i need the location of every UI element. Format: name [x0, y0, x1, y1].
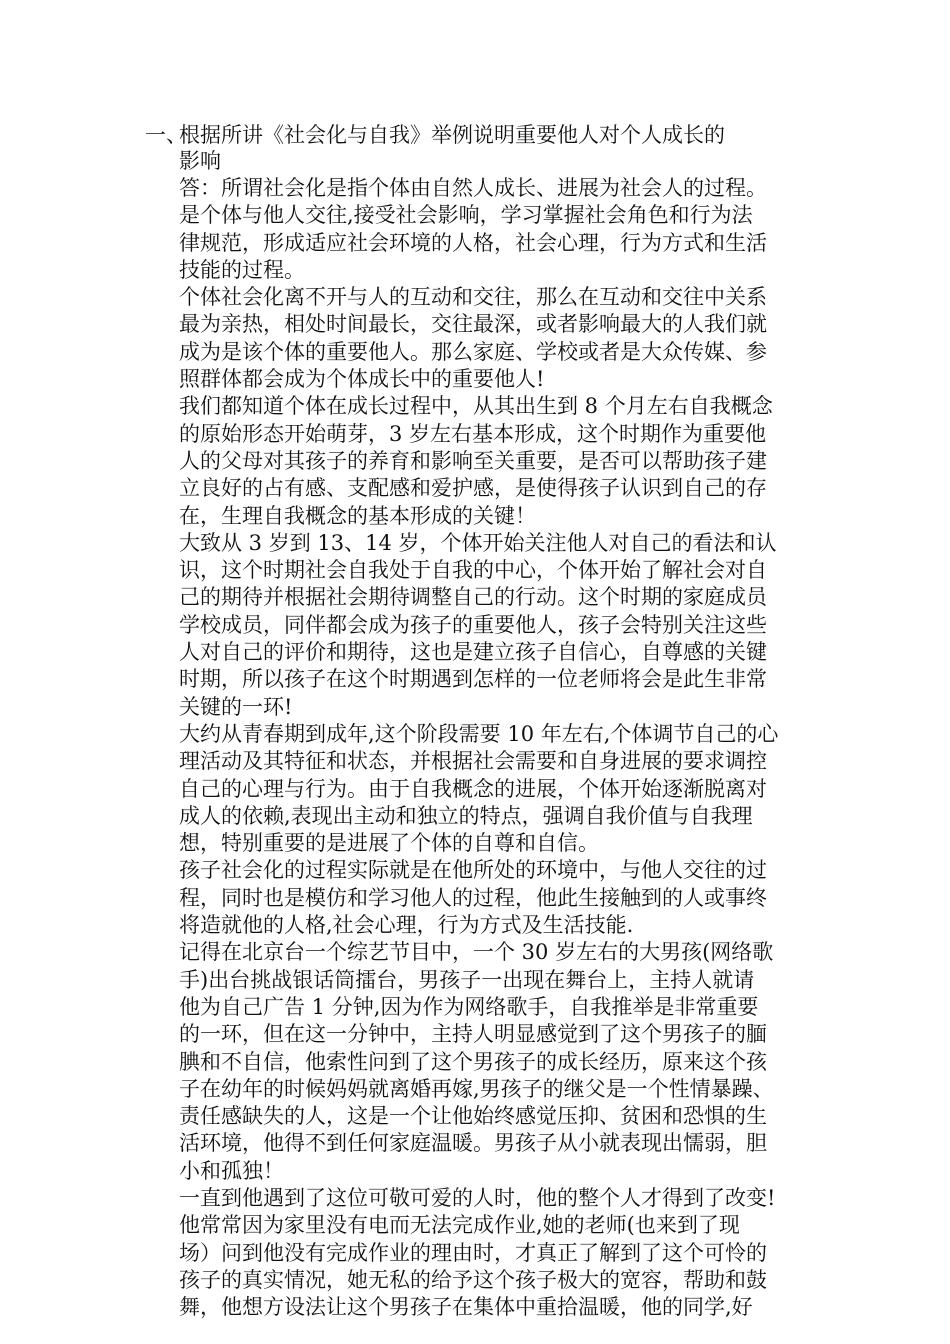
paragraph-adolescence: 大约从青春期到成年,这个阶段需要 10 年左右,个体调节自己的心 理活动及其特征和状态，并根据社会需要和自身进展的要求调控 自己的心理与行为。由于自我概念的进展，个体开始逐渐脱离对 成人的依赖,表现出主动和独立的特点，强调自我价值与自我理 想，特别重要的是进展了个体的自尊和自信。: [179, 721, 779, 856]
document-body: [179, 175, 859, 1321]
paragraph-socialization-process: 孩子社会化的过程实际就是在他所处的环境中，与他人交往的过 程，同时也是模仿和学习他人的过程，他此生接触到的人或事终 将造就他的人格,社会心理，行为方式及生活技能.: [179, 858, 767, 938]
paragraph-school-age: 大致从 3 岁到 13、14 岁，个体开始关注他人对自己的看法和认 识，这个时期社会自我处于自我的中心，个体开始了解社会对自 己的期待并根据社会期待调整自己的行动。这个时期的家庭成员 学校成员，同伴都会成为孩子的重要他人，孩子会特别关注这些 人对自己的评价和期待，这也是建立孩子自信心，自尊感的关键 时期，所以孩子在这个时期遇到怎样的一位老师将会是此生非常 关键的一环!: [179, 530, 777, 719]
section-heading: [145, 122, 825, 174]
heading-number: 一、: [145, 123, 187, 147]
paragraph-answer-intro: 答：所谓社会化是指个体由自然人成长、进展为社会人的过程。 是个体与他人交往,接受社会影响，学习掌握社会角色和行为法 律规范，形成适应社会环境的人格，社会心理，行为方式和生活 技能的过程。: [179, 176, 767, 282]
paragraph-significant-others: 个体社会化离不开与人的互动和交往，那么在互动和交往中关系 最为亲热，相处时间最长，交往最深，或者影响最大的人我们就 成为是该个体的重要他人。那么家庭、学校或者是大众传媒、参 照群体都会成为个体成长中的重要他人!: [179, 285, 767, 392]
paragraph-tv-example: 记得在北京台一个综艺节目中，一个 30 岁左右的大男孩(网络歌 手)出台挑战银话筒擂台，男孩子一出现在舞台上，主持人就请 他为自己广告 1 分钟,因为作为网络歌手，自我推举是非常重要 的一环，但在这一分钟中，主持人明显感觉到了这个男孩子的腼 腆和不自信，他索性问到了这个男孩子的成长经历，原来这个孩 子在幼年的时候妈妈就离婚再嫁,男孩子的继父是一个性情暴躁、 责任感缺失的人，这是一个让他始终感觉压抑、贫困和恐惧的生 活环境，他得不到任何家庭温暖。男孩子从小就表现出懦弱，胆 小和孤独！: [179, 940, 774, 1183]
paragraph-teacher-story: 一直到他遇到了这位可敬可爱的人时，他的整个人才得到了改变! 他常常因为家里没有电而无法完成作业,她的老师(也来到了现 场）问到他没有完成作业的理由时，才真正了解到了这个可怜的 孩子的真实情况，她无私的给予这个孩子极大的宽容，帮助和鼓 舞，他想方设法让这个男孩子在集体中重拾温暖，他的同学,好: [179, 1185, 776, 1320]
heading-title: 根据所讲《社会化与自我》举例说明重要他人对个人成长的 影响: [179, 123, 725, 173]
paragraph-early-childhood: 我们都知道个体在成长过程中，从其出生到 8 个月左右自我概念 的原始形态开始萌芽，3 岁左右基本形成，这个时期作为重要他 人的父母对其孩子的养育和影响至关重要，是否可以帮助孩子建 立良好的占有感、支配感和爱护感，是使得孩子认识到自己的存 在，生理自我概念的基本形成的关键！: [179, 394, 773, 528]
